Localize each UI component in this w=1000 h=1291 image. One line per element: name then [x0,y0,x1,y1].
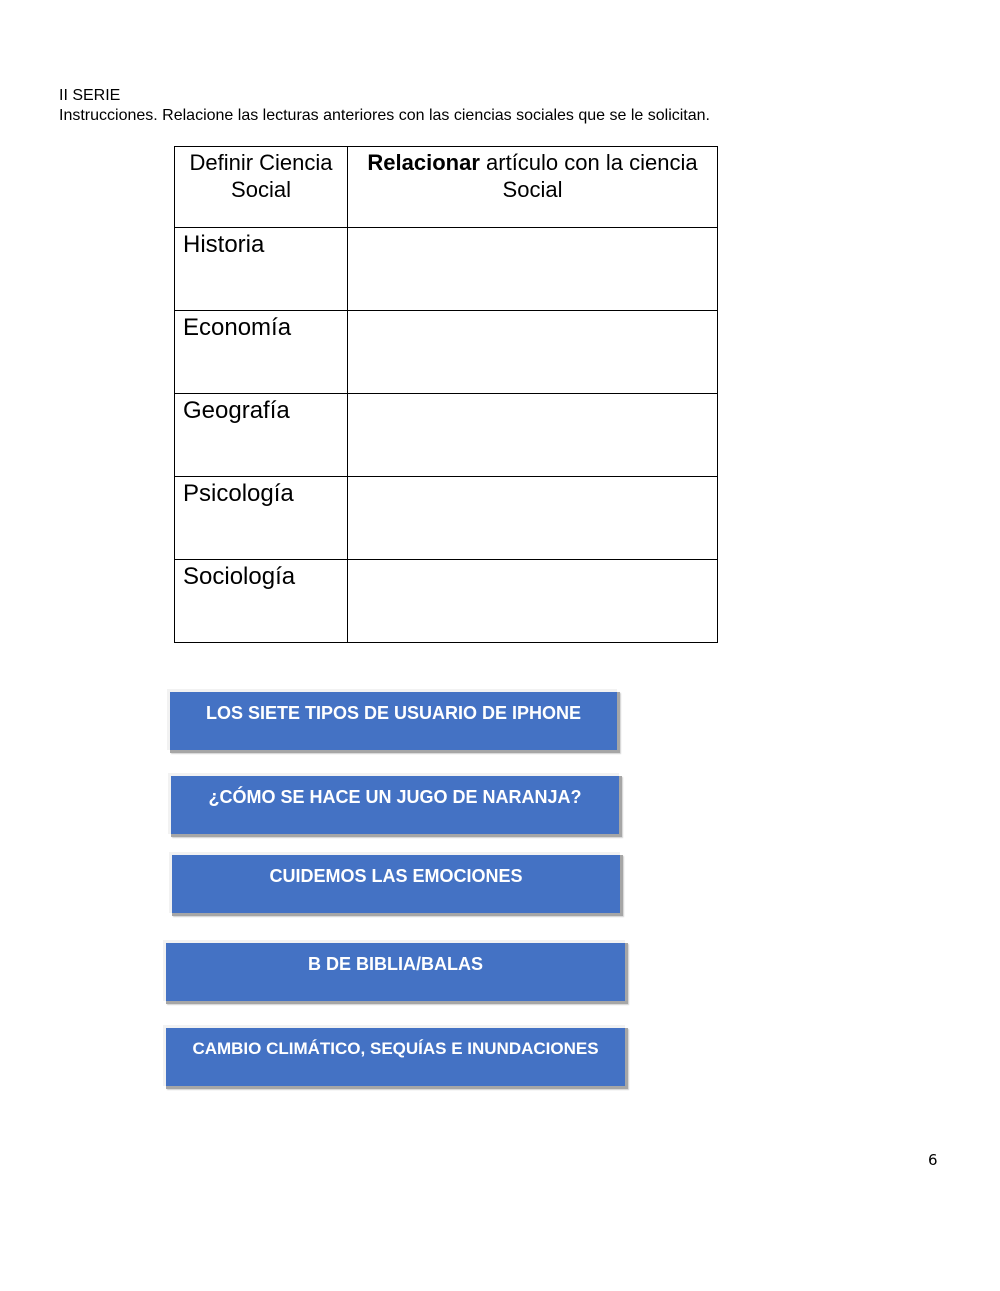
instructions-text: Instrucciones. Relacione las lecturas anteriores con las ciencias sociales que se le solicitan. [59,107,710,124]
worksheet-header [59,86,710,126]
answer-drop-zone[interactable] [348,477,718,560]
column-header-relate [348,147,718,228]
answer-drop-zone[interactable] [348,394,718,477]
draggable-article-bible-bullets[interactable]: B DE BIBLIA/BALAS [163,940,625,1001]
answer-drop-zone[interactable] [348,311,718,394]
table-header-row [175,147,718,228]
subject-cell: Sociología [175,560,348,643]
table-row [175,477,718,560]
draggable-article-climate-change[interactable]: CAMBIO CLIMÁTICO, SEQUÍAS E INUNDACIONES [163,1025,625,1086]
table-row [175,394,718,477]
table-row [175,560,718,643]
table-row [175,311,718,394]
answer-drop-zone[interactable] [348,228,718,311]
draggable-article-orange-juice[interactable]: ¿CÓMO SE HACE UN JUGO DE NARANJA? [168,773,619,834]
draggable-article-emotions[interactable]: CUIDEMOS LAS EMOCIONES [169,852,620,913]
column-header-relate-bold: Relacionar [367,150,480,175]
answer-drop-zone[interactable] [348,560,718,643]
page-number: 6 [928,1151,938,1169]
series-title: II SERIE [59,87,121,104]
matching-table [174,146,718,643]
draggable-article-iphone-users[interactable]: LOS SIETE TIPOS DE USUARIO DE IPHONE [167,689,617,750]
subject-cell: Psicología [175,477,348,560]
column-header-science: Definir Ciencia Social [175,147,348,228]
subject-cell: Historia [175,228,348,311]
subject-cell: Economía [175,311,348,394]
subject-cell: Geografía [175,394,348,477]
column-header-relate-rest: artículo con la ciencia Social [479,150,698,202]
table-row [175,228,718,311]
